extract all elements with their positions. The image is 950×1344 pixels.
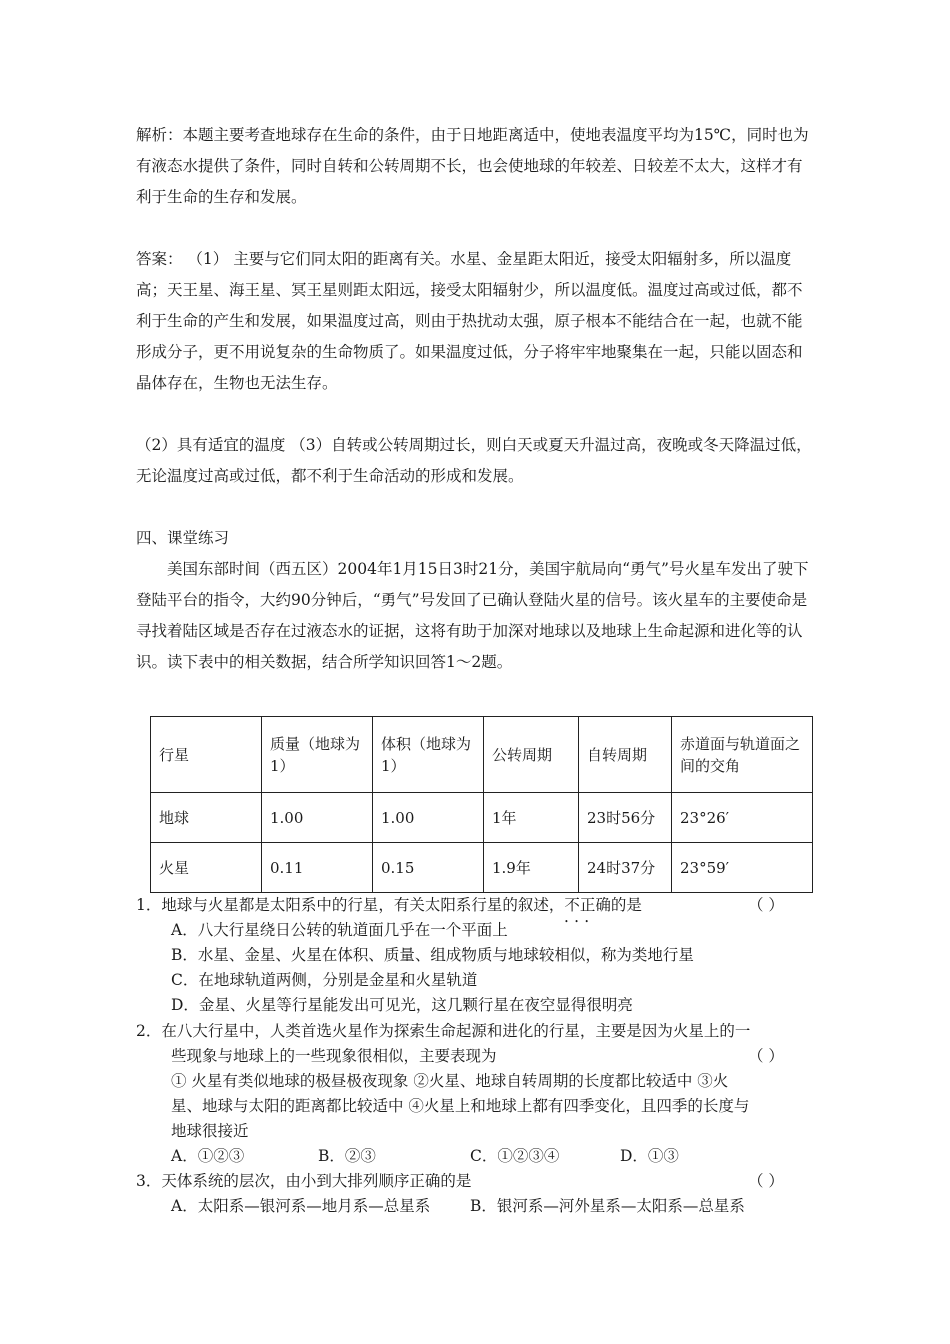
section-title: 四、课堂练习 [136,529,230,547]
planet-data-table [150,716,813,893]
table-cell: 0.15 [373,843,484,893]
table-cell: 0.11 [262,843,373,893]
answer-paragraph-2: （2）具有适宜的温度 （3）自转或公转周期过长，则白天或夏天升温过高，夜晚或冬天降温过低，无论温度过高或过低，都不利于生命活动的形成和发展。 [136,436,812,485]
question-2-items-line-3: 地球很接近 [171,1122,249,1140]
table-cell: 24时37分 [579,843,672,893]
table-row [151,843,813,893]
table-cell: 1.00 [373,793,484,843]
table-header-cell: 体积（地球为1） [373,717,484,793]
table-cell: 地球 [151,793,262,843]
table-cell: 火星 [151,843,262,893]
question-2-option-a: A．①②③ [171,1147,245,1165]
answer-paragraph-1: 答案： （1） 主要与它们同太阳的距离有关。水星、金星距太阳近，接受太阳辐射多，所以温度高；天王星、海王星、冥王星则距太阳远，接受太阳辐射少，所以温度低。温度过高或过低，都不利于生命的产生和发展，如果温度过高，则由于热扰动太强，原子根本不能结合在一起，也就不能形成分子，更不用说复杂的生命物质了。如果温度过低，分子将牢牢地聚集在一起，只能以固态和晶体存在，生物也无法生存。 [136,250,803,392]
table-header-cell: 质量（地球为1） [262,717,373,793]
analysis-paragraph: 解析：本题主要考查地球存在生命的条件，由于日地距离适中，使地表温度平均为15℃，同时也为有液态水提供了条件，同时自转和公转周期不长，也会使地球的年较差、日较差不太大，这样才有利于生命的生存和发展。 [136,126,809,206]
table-cell: 23°26′ [672,793,813,843]
question-1-stem-end: 的是 [610,896,642,914]
table-row [151,793,813,843]
question-1-option-c: C．在地球轨道两侧，分别是金星和火星轨道 [171,971,478,989]
question-1-answer-blank: （ ） [748,896,784,914]
table-cell: 1.9年 [484,843,579,893]
question-3-option-b: B．银河系—河外星系—太阳系—总星系 [470,1197,745,1215]
table-header-cell: 行星 [151,717,262,793]
question-1-option-b: B．水星、金星、火星在体积、质量、组成物质与地球较相似，称为类地行星 [171,946,694,964]
question-1-option-d: D．金星、火星等行星能发出可见光，这几颗行星在夜空显得很明亮 [171,996,633,1014]
question-1-option-a: A．八大行星绕日公转的轨道面几乎在一个平面上 [171,921,508,939]
question-2-option-c: C．①②③④ [470,1147,560,1165]
question-2-answer-blank: （ ） [748,1047,784,1065]
question-2-stem-line-1: 2．在八大行星中，人类首选火星作为探索生命起源和进化的行星，主要是因为火星上的一 [136,1022,751,1040]
question-3-option-a: A．太阳系—银河系—地月系—总星系 [171,1197,431,1215]
question-2-option-b: B．②③ [318,1147,376,1165]
table-cell: 1.00 [262,793,373,843]
question-1-stem-text: 1．地球与火星都是太阳系中的行星，有关太阳系行星的叙述， [136,896,565,914]
question-3-answer-blank: （ ） [748,1172,784,1190]
question-3-stem: 3．天体系统的层次，由小到大排列顺序正确的是 [136,1172,472,1190]
intro-paragraph: 美国东部时间（西五区）2004年1月15日3时21分，美国宇航局向“勇气”号火星车发出了驶下登陆平台的指令，大约90分钟后，“勇气”号发回了已确认登陆火星的信号。该火星车的主要使命是寻找着陆区域是否存在过液态水的证据，这将有助于加深对地球以及地球上生命起源和进化等的认识。读下表中的相关数据，结合所学知识回答1～2题。 [136,560,809,671]
question-2-option-d: D．①③ [620,1147,679,1165]
question-1-emphasis: 不正确 ••• [564,896,611,914]
table-cell: 23°59′ [672,843,813,893]
question-2-stem-line-2: 些现象与地球上的一些现象很相似，主要表现为 [171,1047,497,1065]
table-header-cell: 赤道面与轨道面之间的交角 [672,717,813,793]
table-header-cell: 公转周期 [484,717,579,793]
table-header-cell: 自转周期 [579,717,672,793]
table-cell: 23时56分 [579,793,672,843]
question-2-items-line-2: 星、地球与太阳的距离都比较适中 ④火星上和地球上都有四季变化，且四季的长度与 [171,1097,750,1115]
question-2-items-line-1: ① 火星有类似地球的极昼极夜现象 ②火星、地球自转周期的长度都比较适中 ③火 [171,1072,729,1090]
question-1-stem [136,893,642,917]
table-header-row [151,717,813,793]
table-cell: 1年 [484,793,579,843]
